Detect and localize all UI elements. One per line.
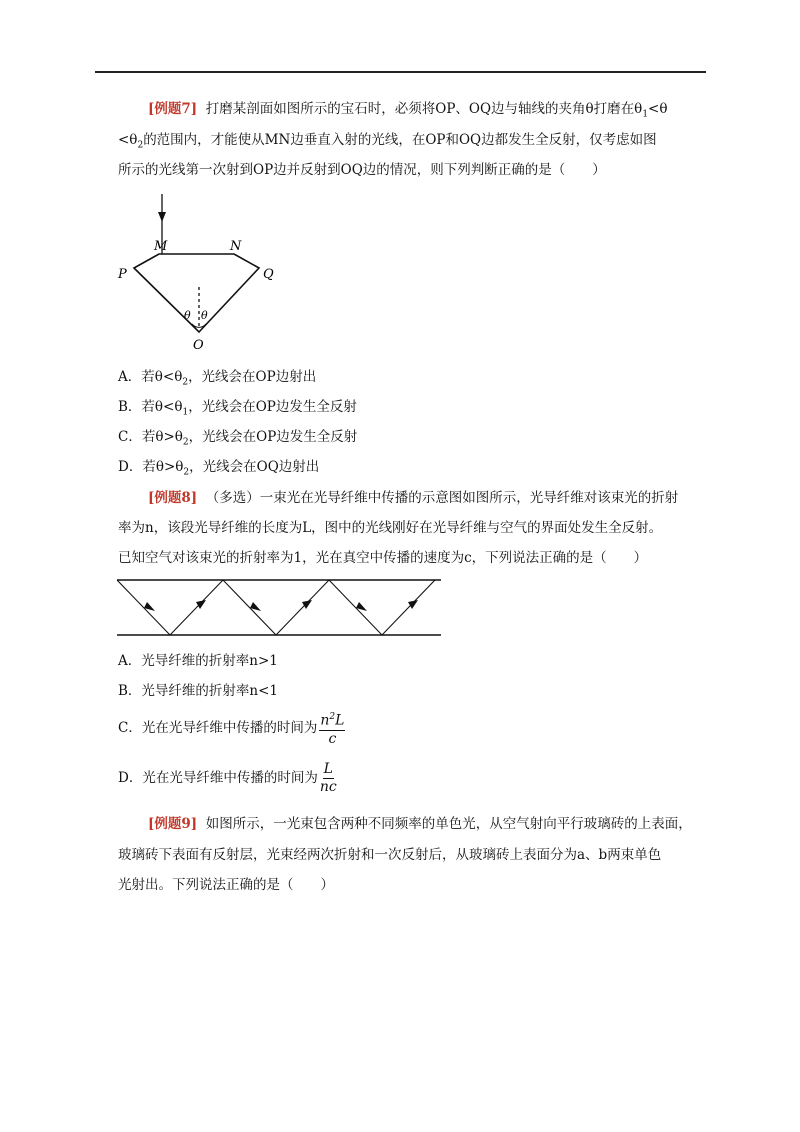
light-path xyxy=(117,580,435,635)
q8-option-d: D．光在光导纤维中传播的时间为 $\frac{L}{nc}$ xyxy=(118,761,337,795)
q9-line-2: 玻璃砖下表面有反射层，光束经两次折射和一次反射后，从玻璃砖上表面分为a、b两束单色 xyxy=(118,847,662,863)
label-theta-right: θ xyxy=(201,309,208,322)
header-rule xyxy=(95,71,706,73)
fraction-c: $\frac{n^2L}{c}$ xyxy=(319,709,345,748)
q8-option-c: C．光在光导纤维中传播的时间为 $\frac{n^2L}{c}$ xyxy=(118,709,345,748)
q7-line-2: $<\theta_2$的范围内，才能使从MN边垂直入射的光线，在OP和OQ边都发生全反射，仅考虑如图 xyxy=(118,132,657,151)
label-m: M xyxy=(154,239,168,254)
q9-line-3: 光射出。下列说法正确的是（ ） xyxy=(118,877,334,893)
ray-arrow-icon xyxy=(302,600,312,609)
q8-tag: [例题8] xyxy=(148,490,198,506)
q7-option-d: D．若$\theta>\theta_2$，光线会在OQ边射出 xyxy=(118,459,320,478)
q8-line-2: 率为n，该段光导纤维的长度为L，图中的光线刚好在光导纤维与空气的界面处发生全反射。 xyxy=(118,520,663,536)
q7-option-a: A．若$\theta<\theta_2$，光线会在OP边射出 xyxy=(118,369,317,388)
gem-figure xyxy=(112,192,282,352)
arrow-head-icon xyxy=(158,212,166,222)
ray-arrow-icon xyxy=(408,600,418,609)
q8-option-b: B．光导纤维的折射率n<1 xyxy=(118,683,279,699)
q7-tag: [例题7] xyxy=(148,101,198,117)
fraction-d: $\frac{L}{nc}$ xyxy=(319,761,337,795)
q9-tag: [例题9] xyxy=(148,816,198,832)
gem-outline xyxy=(134,254,259,332)
q8-option-a: A．光导纤维的折射率n>1 xyxy=(118,653,278,669)
label-p: P xyxy=(118,267,127,282)
label-q: Q xyxy=(263,267,274,282)
q8-line-3: 已知空气对该束光的折射率为1，光在真空中传播的速度为c，下列说法正确的是（ ） xyxy=(118,550,648,566)
q7-option-c: C．若$\theta>\theta_2$，光线会在OP边发生全反射 xyxy=(118,429,358,448)
fiber-figure xyxy=(117,578,443,638)
ray-arrow-icon xyxy=(196,600,206,609)
label-theta-left: θ xyxy=(184,309,191,322)
q9-line-1: [例题9] 如图所示，一光束包含两种不同频率的单色光，从空气射向平行玻璃砖的上表面， xyxy=(148,816,692,832)
label-o: O xyxy=(193,338,204,352)
q7-line-3: 所示的光线第一次射到OP边并反射到OQ边的情况，则下列判断正确的是（ ） xyxy=(118,162,606,178)
q8-line-1: [例题8] （多选）一束光在光导纤维中传播的示意图如图所示，光导纤维对该束光的折射 xyxy=(148,490,679,506)
q7-line-1: [例题7] 打磨某剖面如图所示的宝石时，必须将OP、OQ边与轴线的夹角θ打磨在$\theta_1<\theta$ xyxy=(148,101,668,120)
label-n: N xyxy=(230,239,242,254)
q7-option-b: B．若$\theta<\theta_1$，光线会在OP边发生全反射 xyxy=(118,399,357,418)
